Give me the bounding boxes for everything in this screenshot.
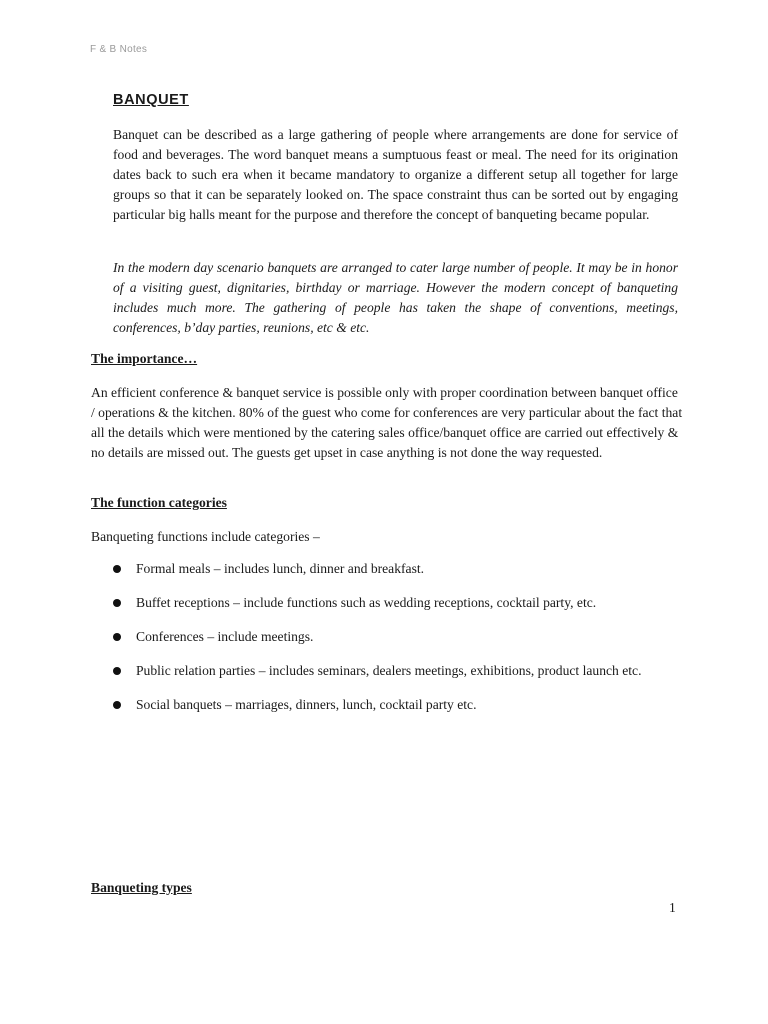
list-item [113, 559, 678, 579]
bullet-icon [113, 565, 121, 573]
list-item-text: Public relation parties – includes seminars, dealers meetings, exhibitions, product launch etc. [136, 663, 642, 678]
categories-list [113, 559, 678, 715]
importance-heading: The importance… [91, 351, 198, 366]
types-heading: Banqueting types [91, 880, 192, 895]
list-item [113, 593, 678, 613]
list-item-text: Buffet receptions – include functions such as wedding receptions, cocktail party, etc. [136, 595, 597, 610]
importance-paragraph: An efficient conference & banquet service is possible only with proper coordination between banquet office / operations & the kitchen. 80% of the guest who come for conferences are very particular about the fact that all the details which were mentioned by the catering sales office/banquet office are carried out effectively & no details are missed out. The guests get upset in case anything is not done the way requested. [91, 385, 683, 460]
list-item-text: Formal meals – includes lunch, dinner and breakfast. [136, 561, 425, 576]
bullet-icon [113, 633, 121, 641]
list-item [113, 695, 678, 715]
bullet-icon [113, 701, 121, 709]
bullet-icon [113, 599, 121, 607]
page-number: 1 [669, 900, 676, 915]
list-item [113, 661, 678, 681]
categories-heading: The function categories [91, 495, 227, 510]
list-item-text: Conferences – include meetings. [136, 629, 314, 644]
bullet-icon [113, 667, 121, 675]
list-item [113, 627, 678, 647]
list-item-text: Social banquets – marriages, dinners, lunch, cocktail party etc. [136, 697, 477, 712]
intro-paragraph: Banquet can be described as a large gathering of people where arrangements are done for service of food and beverages. The word banquet means a sumptuous feast or meal. The need for its origination dates back to such era when it became mandatory to organize a different setup all together for large groups so that it can be separately looked on. The space constraint thus can be sorted out by engaging particular big halls meant for the purpose and therefore the concept of banqueting became popular. [113, 127, 678, 222]
running-header: F & B Notes [90, 44, 148, 55]
intro-italic-paragraph: In the modern day scenario banquets are arranged to cater large number of people. It may be in honor of a visiting guest, dignitaries, birthday or marriage. However the modern concept of banqueting includes much more. The gathering of people has taken the shape of conventions, meetings, conferences, b’day parties, reunions, etc & etc. [113, 260, 678, 335]
categories-intro: Banqueting functions include categories – [91, 529, 320, 544]
page-title: BANQUET [113, 92, 189, 108]
